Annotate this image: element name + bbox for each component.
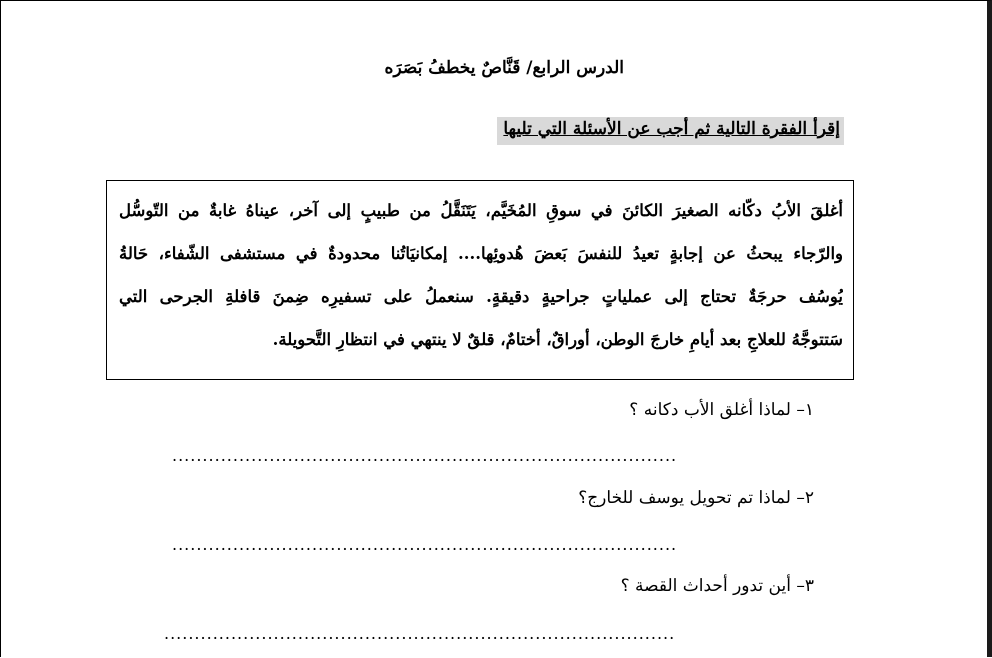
passage-line: سَتتوجَّهُ للعلاجِ بعد أيامِ خارجَ الوطن، أوراقٌ، أختامٌ، قلقٌ لا ينتهي في انتظارِ التَّحويلة. — [272, 330, 843, 349]
passage-line: أغلقَ الأبُ دكّانه الصغيرَ الكائنَ في سوقِ المُخَيَّم، يَتَنَقَّلُ من طبيبٍ إلى آخر، عيناهُ غابةٌ من التّوسُّل — [119, 201, 843, 220]
question-text: – أين تدور أحداث القصة ؟ — [620, 576, 805, 596]
lesson-title: الدرس الرابع/ قَنَّاصٌ يخطفُ بَصَرَه — [384, 58, 624, 78]
question-text: – لماذا أغلق الأب دكانه ؟ — [629, 400, 805, 420]
answer-line-3[interactable]: .................................................................................... — [164, 624, 676, 643]
passage-line: يُوسُف حرجَةٌ تحتاج إلى عملياتٍ جراحيةٍ دقيقةٍ. سنعملُ على تسفيرِه ضِمنَ قافلةِ الجرحى التي — [119, 287, 843, 306]
question-number: ٣ — [804, 576, 814, 596]
question-number: ١ — [804, 400, 814, 420]
question-number: ٢ — [804, 488, 814, 508]
question-text: – لماذا تم تحويل يوسف للخارج؟ — [578, 488, 805, 508]
question-2 — [578, 488, 814, 508]
answer-line-2[interactable]: ................................................................................... — [172, 535, 678, 554]
reading-passage — [106, 180, 854, 380]
passage-line: والرّجاء يبحثُ عن إجابةٍ تعيدُ للنفسَ بَعضَ هُدوئِها.... إمكانيَاتُنا محدودةٌ في مستشفى الشّفاء، حَالةُ — [119, 244, 843, 263]
answer-line-1[interactable]: ................................................................................... — [172, 446, 678, 465]
question-3 — [621, 576, 814, 596]
question-1 — [629, 400, 814, 420]
instruction-heading: إقرأ الفقرة التالية ثم أجب عن الأسئلة التي تليها — [497, 117, 844, 145]
